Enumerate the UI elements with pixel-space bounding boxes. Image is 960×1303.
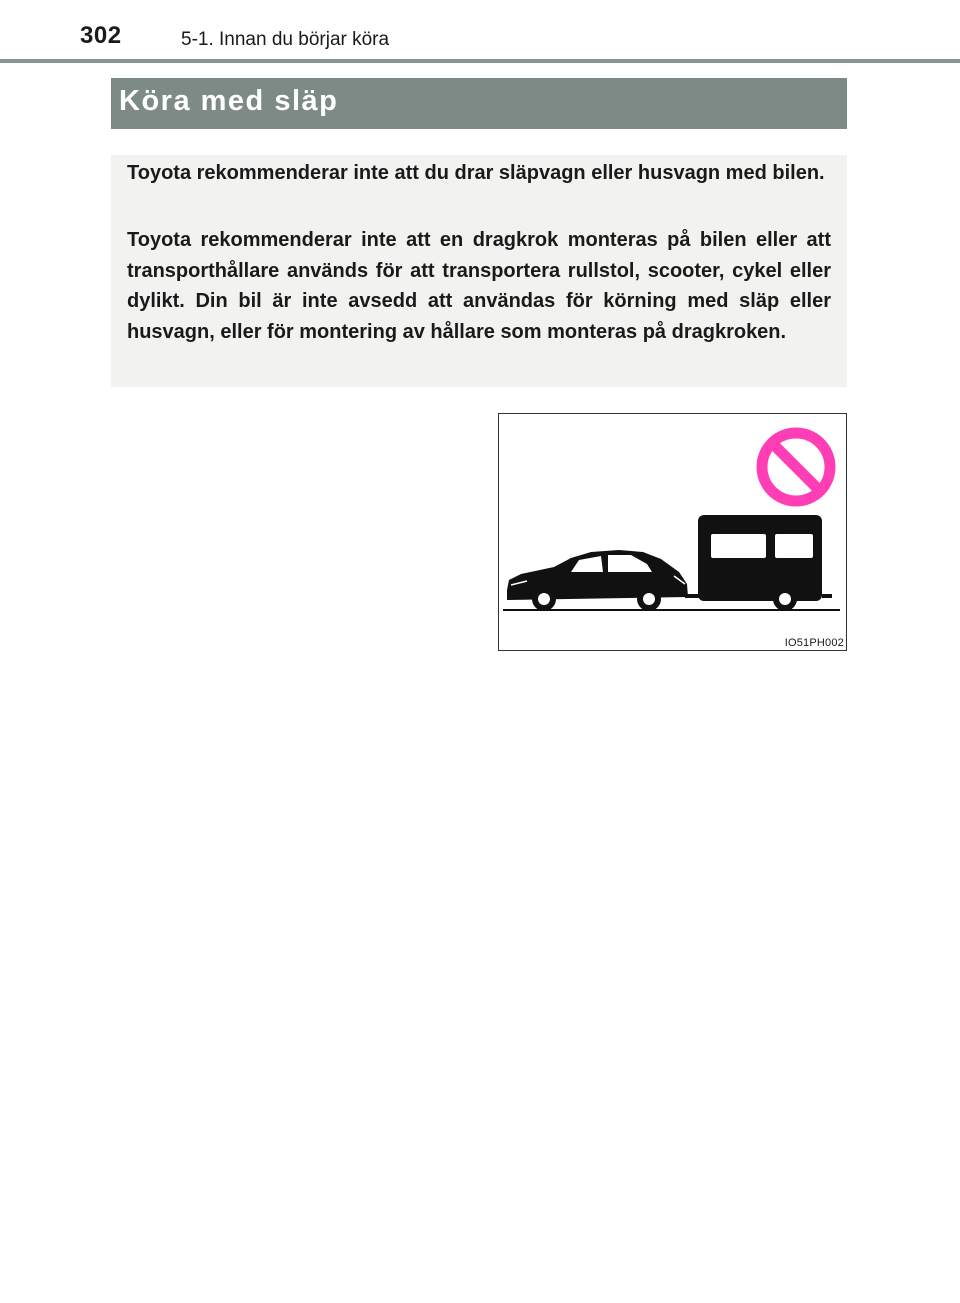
notice-paragraph-2: Toyota rekommenderar inte att en dragkrok monteras på bilen eller att transporthållare används för att transportera rullstol, scooter, cykel eller dylikt. Din bil är inte avsedd att användas för körning med släp eller husvagn, eller för montering av hållare som monteras på dragkroken.	[127, 229, 831, 343]
section-title: Köra med släp	[119, 85, 339, 117]
notice-paragraph-1: Toyota rekommenderar inte att du drar släpvagn eller husvagn med bilen.	[127, 162, 825, 184]
notice-box	[111, 155, 847, 387]
page-header	[0, 0, 960, 64]
header-rule	[0, 59, 960, 63]
section-path: 5-1. Innan du börjar köra	[181, 29, 390, 50]
towing-illustration	[498, 413, 847, 651]
trailer-icon	[698, 515, 832, 611]
section-title-bar	[111, 78, 847, 129]
prohibition-icon	[762, 433, 830, 501]
car-icon	[507, 550, 688, 611]
page-number: 302	[80, 22, 122, 49]
illustration-drawing	[499, 414, 846, 650]
figure-code: IO51PH002	[784, 637, 844, 649]
